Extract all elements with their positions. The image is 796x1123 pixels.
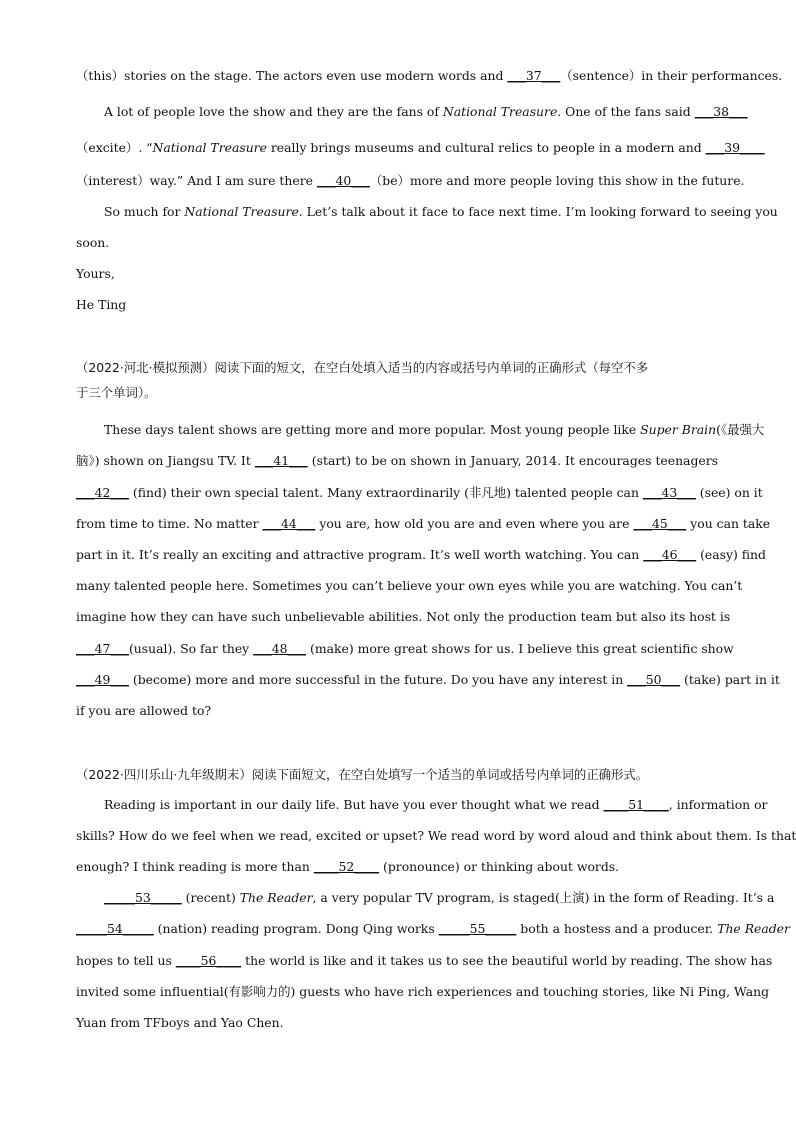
text-run: （interest）way.” And I am sure there <box>76 173 317 188</box>
blank-answer: ___41___ <box>254 453 308 468</box>
text-run: He Ting <box>76 297 127 312</box>
text-run: A lot of people love the show and they are the fans of <box>104 104 443 119</box>
text-run: if you are allowed to? <box>76 703 212 718</box>
text-run: (easy) find <box>696 547 766 562</box>
blank-answer: _____53_____ <box>104 890 182 905</box>
blank-answer: ___42___ <box>76 485 129 500</box>
text-run: enough? I think reading is more than <box>76 859 314 874</box>
text-run: (nation) reading program. Dong Qing works <box>153 921 439 936</box>
text-run: Yours, <box>76 266 115 281</box>
blank-answer: ____56____ <box>175 953 242 968</box>
blank-answer: ___49___ <box>76 672 129 687</box>
text-run: part in it. It’s really an exciting and attractive program. It’s well worth watching. You can <box>76 547 644 562</box>
blank-answer: ___39____ <box>705 140 765 155</box>
section3-line-3 <box>76 859 718 875</box>
text-run: hopes to tell us <box>76 953 176 968</box>
text-run: both a hostess and a producer. <box>516 921 718 936</box>
section2-line-2 <box>76 453 718 469</box>
letter-line-7 <box>76 266 718 282</box>
text-run: imagine how they can have such unbelievable abilities. Not only the production team but also its host is <box>76 609 731 624</box>
section2-line-1 <box>104 422 765 438</box>
text-run: The Reader <box>717 921 790 936</box>
text-run: soon. <box>76 235 110 250</box>
text-run: you are, how old you are and even where you are <box>315 516 634 531</box>
blank-answer: _____55_____ <box>438 921 517 936</box>
text-run: （be）more and more people loving this show in the future. <box>369 173 745 188</box>
section-3-header: （2022·四川乐山·九年级期末）阅读下面短文，在空白处填写一个适当的单词或括号内单词的正确形式。 <box>76 767 649 782</box>
letter-line-3 <box>76 140 765 156</box>
text-run: (take) part in it <box>680 672 780 687</box>
text-run: from time to time. No matter <box>76 516 263 531</box>
text-run: (see) on it <box>695 485 763 500</box>
text-run: (become) more and more successful in the future. Do you have any interest in <box>128 672 628 687</box>
text-run: (make) more great shows for us. I believe this great scientific show <box>306 641 734 656</box>
text-run: , a very popular TV program, is staged(上演) in the form of Reading. It’s a <box>312 890 775 905</box>
section3-line-4 <box>104 890 775 906</box>
blank-answer: ___50___ <box>627 672 681 687</box>
text-run: （excite）. “ <box>76 140 153 155</box>
text-run: So much for <box>104 204 185 219</box>
blank-answer: _____54_____ <box>76 921 154 936</box>
letter-line-4 <box>76 173 745 189</box>
letter-line-6 <box>76 235 718 251</box>
blank-answer: ___38___ <box>694 104 748 119</box>
letter-line-2 <box>104 104 748 120</box>
section2-line-5 <box>76 547 766 563</box>
text-run: National Treasure <box>442 104 558 119</box>
blank-answer: ____52____ <box>313 859 380 874</box>
text-run: (pronounce) or thinking about words. <box>379 859 620 874</box>
text-run: (start) to be on shown in January, 2014. It encourages teenagers <box>307 453 718 468</box>
text-run: really brings museums and cultural relics to people in a modern and <box>266 140 706 155</box>
text-run: National Treasure <box>184 204 299 219</box>
blank-answer: ___45___ <box>633 516 687 531</box>
blank-answer: ___47___ <box>76 641 129 656</box>
text-run: many talented people here. Sometimes you can’t believe your own eyes while you are watching. You can’t <box>76 578 743 593</box>
text-run: (《最强大 <box>716 422 765 437</box>
text-run: you can take <box>686 516 771 531</box>
text-run: , information or <box>668 797 768 812</box>
text-run: National Treasure <box>152 140 267 155</box>
blank-answer: ____51____ <box>603 797 669 812</box>
blank-answer: ___48___ <box>253 641 307 656</box>
section2-line-10 <box>76 703 718 719</box>
text-run: 脑》) shown on Jiangsu TV. It <box>76 453 255 468</box>
text-run: Yuan from TFboys and Yao Chen. <box>76 1015 284 1030</box>
blank-answer: ___43___ <box>642 485 696 500</box>
section3-line-2 <box>76 828 796 844</box>
letter-line-1 <box>76 68 783 84</box>
blank-answer: ___46___ <box>643 547 697 562</box>
text-run: Super Brain <box>640 422 717 437</box>
text-run: （this）stories on the stage. The actors even use modern words and <box>76 68 508 83</box>
section3-line-1 <box>104 797 768 813</box>
text-run: (usual). So far they <box>128 641 254 656</box>
text-run: . One of the fans said <box>557 104 695 119</box>
text-run: Reading is important in our daily life. But have you ever thought what we read <box>104 797 604 812</box>
letter-line-8 <box>76 297 718 313</box>
text-run: These days talent shows are getting more and more popular. Most young people like <box>104 422 641 437</box>
section2-line-7 <box>76 609 731 625</box>
text-run: skills? How do we feel when we read, excited or upset? We read word by word aloud and think about them. Is that <box>76 828 796 843</box>
section2-line-8 <box>76 641 734 657</box>
letter-line-5 <box>104 204 778 220</box>
text-run: (recent) <box>181 890 240 905</box>
section3-line-8 <box>76 1015 718 1031</box>
blank-answer: ___40___ <box>316 173 370 188</box>
text-run: (find) their own special talent. Many extraordinarily (非凡地) talented people can <box>128 485 643 500</box>
section-2-header-line-1: （2022·河北·模拟预测）阅读下面的短文，在空白处填入适当的内容或括号内单词的正确形式（每空不多 <box>76 360 649 375</box>
text-run: （sentence）in their performances. <box>560 68 783 83</box>
text-run: . Let’s talk about it face to face next time. I’m looking forward to seeing you <box>298 204 778 219</box>
section2-line-4 <box>76 516 771 532</box>
section3-line-6 <box>76 953 773 969</box>
section3-line-7 <box>76 984 770 1000</box>
section2-line-9 <box>76 672 780 688</box>
text-run: invited some influential(有影响力的) guests who have rich experiences and touching stories, like Ni Ping, Wang <box>76 984 770 999</box>
blank-answer: ___44___ <box>262 516 316 531</box>
blank-answer: ___37___ <box>507 68 561 83</box>
text-run: The Reader <box>239 890 313 905</box>
section2-line-6 <box>76 578 743 594</box>
section3-line-5 <box>76 921 790 937</box>
section-2-header-line-2: 于三个单词）。 <box>76 385 157 400</box>
text-run: the world is like and it takes us to see the beautiful world by reading. The show has <box>241 953 773 968</box>
section2-line-3 <box>76 485 763 501</box>
